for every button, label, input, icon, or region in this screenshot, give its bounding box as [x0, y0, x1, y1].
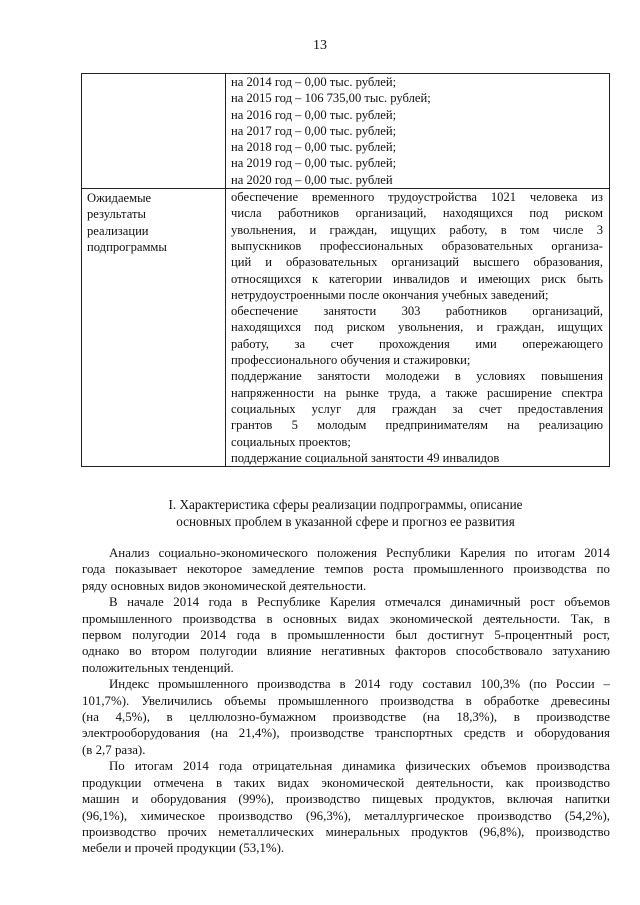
label-line: Ожидаемые	[87, 191, 152, 206]
text-line: электрооборудования (на 21,4%), производстве транспортных средств и оборудования	[82, 726, 610, 741]
text-line: обеспечение временного трудоустройства 1021 человека из	[231, 190, 603, 205]
funding-label-cell	[82, 74, 226, 189]
text-line: мебели и прочей продукции (53,1%).	[82, 841, 285, 856]
text-line: 101,7%). Увеличились объемы промышленного производства в обработке древесины	[82, 693, 610, 708]
paragraph-economic-analysis	[82, 545, 610, 594]
text-line: По итогам 2014 года отрицательная динамика физических объемов производства	[109, 759, 610, 774]
paragraph-growth-dynamics	[82, 594, 610, 676]
page-number: 13	[313, 38, 327, 53]
funding-line: на 2017 год – 0,00 тыс. рублей;	[231, 123, 397, 138]
text-line: работу, за счет прохождения ими опережающего	[231, 336, 603, 351]
text-line: социальных услуг для граждан за счет предоставления	[231, 401, 603, 416]
expected-results-label	[82, 189, 225, 255]
result-temporary-employment	[231, 189, 603, 303]
text-line: промышленного производства в основных видах экономической деятельности. Так, в	[82, 611, 610, 626]
funding-line: на 2020 год – 0,00 тыс. рублей	[231, 172, 393, 187]
result-employment-training	[231, 303, 603, 368]
result-youth-employment	[231, 368, 603, 449]
text-line: находящихся под риском увольнения, и граждан, ищущих	[231, 320, 603, 335]
funding-row	[82, 74, 610, 189]
label-line: подпрограммы	[87, 239, 167, 254]
funding-line: на 2015 год – 106 735,00 тыс. рублей;	[231, 91, 431, 106]
expected-results-label-cell	[82, 189, 226, 467]
text-line: (96,1%), химическое производство (96,3%), металлургическое производство (54,2%),	[82, 808, 610, 823]
section-heading-line: I. Характеристика сферы реализации подпрограммы, описание	[168, 497, 523, 512]
text-line: производство прочих неметаллических минеральных продуктов (96,8%), производство	[82, 824, 610, 839]
text-line: однако во втором полугодии влияние негативных факторов способствовало затуханию	[82, 644, 610, 659]
text-line: (в 2,7 раза).	[82, 742, 146, 757]
result-disabled-employment	[231, 450, 603, 466]
section-heading	[81, 496, 610, 530]
text-line: напряженности на рынке труда, а также расширение спектра	[231, 385, 603, 400]
text-line: нетрудоустроенными после окончания учебных заведений;	[231, 287, 549, 302]
text-line: относящихся к категории инвалидов и имеющих риск быть	[231, 271, 603, 286]
funding-line: на 2019 год – 0,00 тыс. рублей;	[231, 156, 397, 171]
funding-line: на 2018 год – 0,00 тыс. рублей;	[231, 140, 397, 155]
text-line: грантов 5 молодым предпринимателям на реализацию	[231, 418, 603, 433]
body-text	[82, 545, 610, 857]
text-line: социальных проектов;	[231, 434, 351, 449]
paragraph-negative-dynamics	[82, 758, 610, 856]
expected-results-row	[82, 189, 610, 467]
text-line: продукции отмечена в таких видах экономической деятельности, как производство	[82, 775, 610, 790]
text-line: В начале 2014 года в Республике Карелия отмечался динамичный рост объемов	[109, 595, 610, 610]
text-line: Анализ социально-экономического положения Республики Карелия по итогам 2014	[109, 546, 610, 560]
section-heading-line: основных проблем в указанной сфере и прогноз ее развития	[176, 514, 515, 529]
text-line: увольнения, и граждан, ищущих работу, в том числе 3	[231, 222, 603, 237]
text-line: Индекс промышленного производства в 2014 году составил 100,3% (по России –	[109, 677, 610, 692]
text-line: ряду основных видов экономической деятельности.	[82, 578, 367, 593]
text-line: числа работников организаций, находящихся под риском	[231, 206, 603, 221]
label-line: результаты	[87, 207, 146, 222]
text-line: положительных тенденций.	[82, 660, 234, 675]
label-line: реализации	[87, 223, 149, 238]
subprogram-passport-table	[81, 73, 610, 467]
funding-content-cell	[226, 74, 610, 189]
expected-results-content-cell	[226, 189, 610, 467]
text-line: поддержание занятости молодежи в условиях повышения	[231, 369, 603, 384]
paragraph-production-index	[82, 676, 610, 758]
text-line: машин и оборудования (99%), производство пищевых продуктов, включая напитки	[82, 792, 610, 807]
funding-line: на 2014 год – 0,00 тыс. рублей;	[231, 75, 397, 89]
text-line: выпускников профессиональных образовательных организа-	[231, 238, 603, 253]
text-line: поддержание социальной занятости 49 инвалидов	[231, 450, 500, 465]
text-line: (на 4,5%), в целлюлозно-бумажном производстве (на 18,3%), в производстве	[82, 710, 610, 725]
text-line: первом полугодии 2014 года в промышленности был достигнут 5-процентный рост,	[82, 628, 610, 643]
text-line: профессионального обучения и стажировки;	[231, 353, 471, 368]
text-line: обеспечение занятости 303 работников организаций,	[231, 304, 603, 319]
funding-line: на 2016 год – 0,00 тыс. рублей;	[231, 107, 397, 122]
text-line: ций и образовательных организаций высшего образования,	[231, 255, 603, 270]
text-line: года показывает некоторое замедление темпов роста промышленного производства по	[82, 562, 610, 577]
